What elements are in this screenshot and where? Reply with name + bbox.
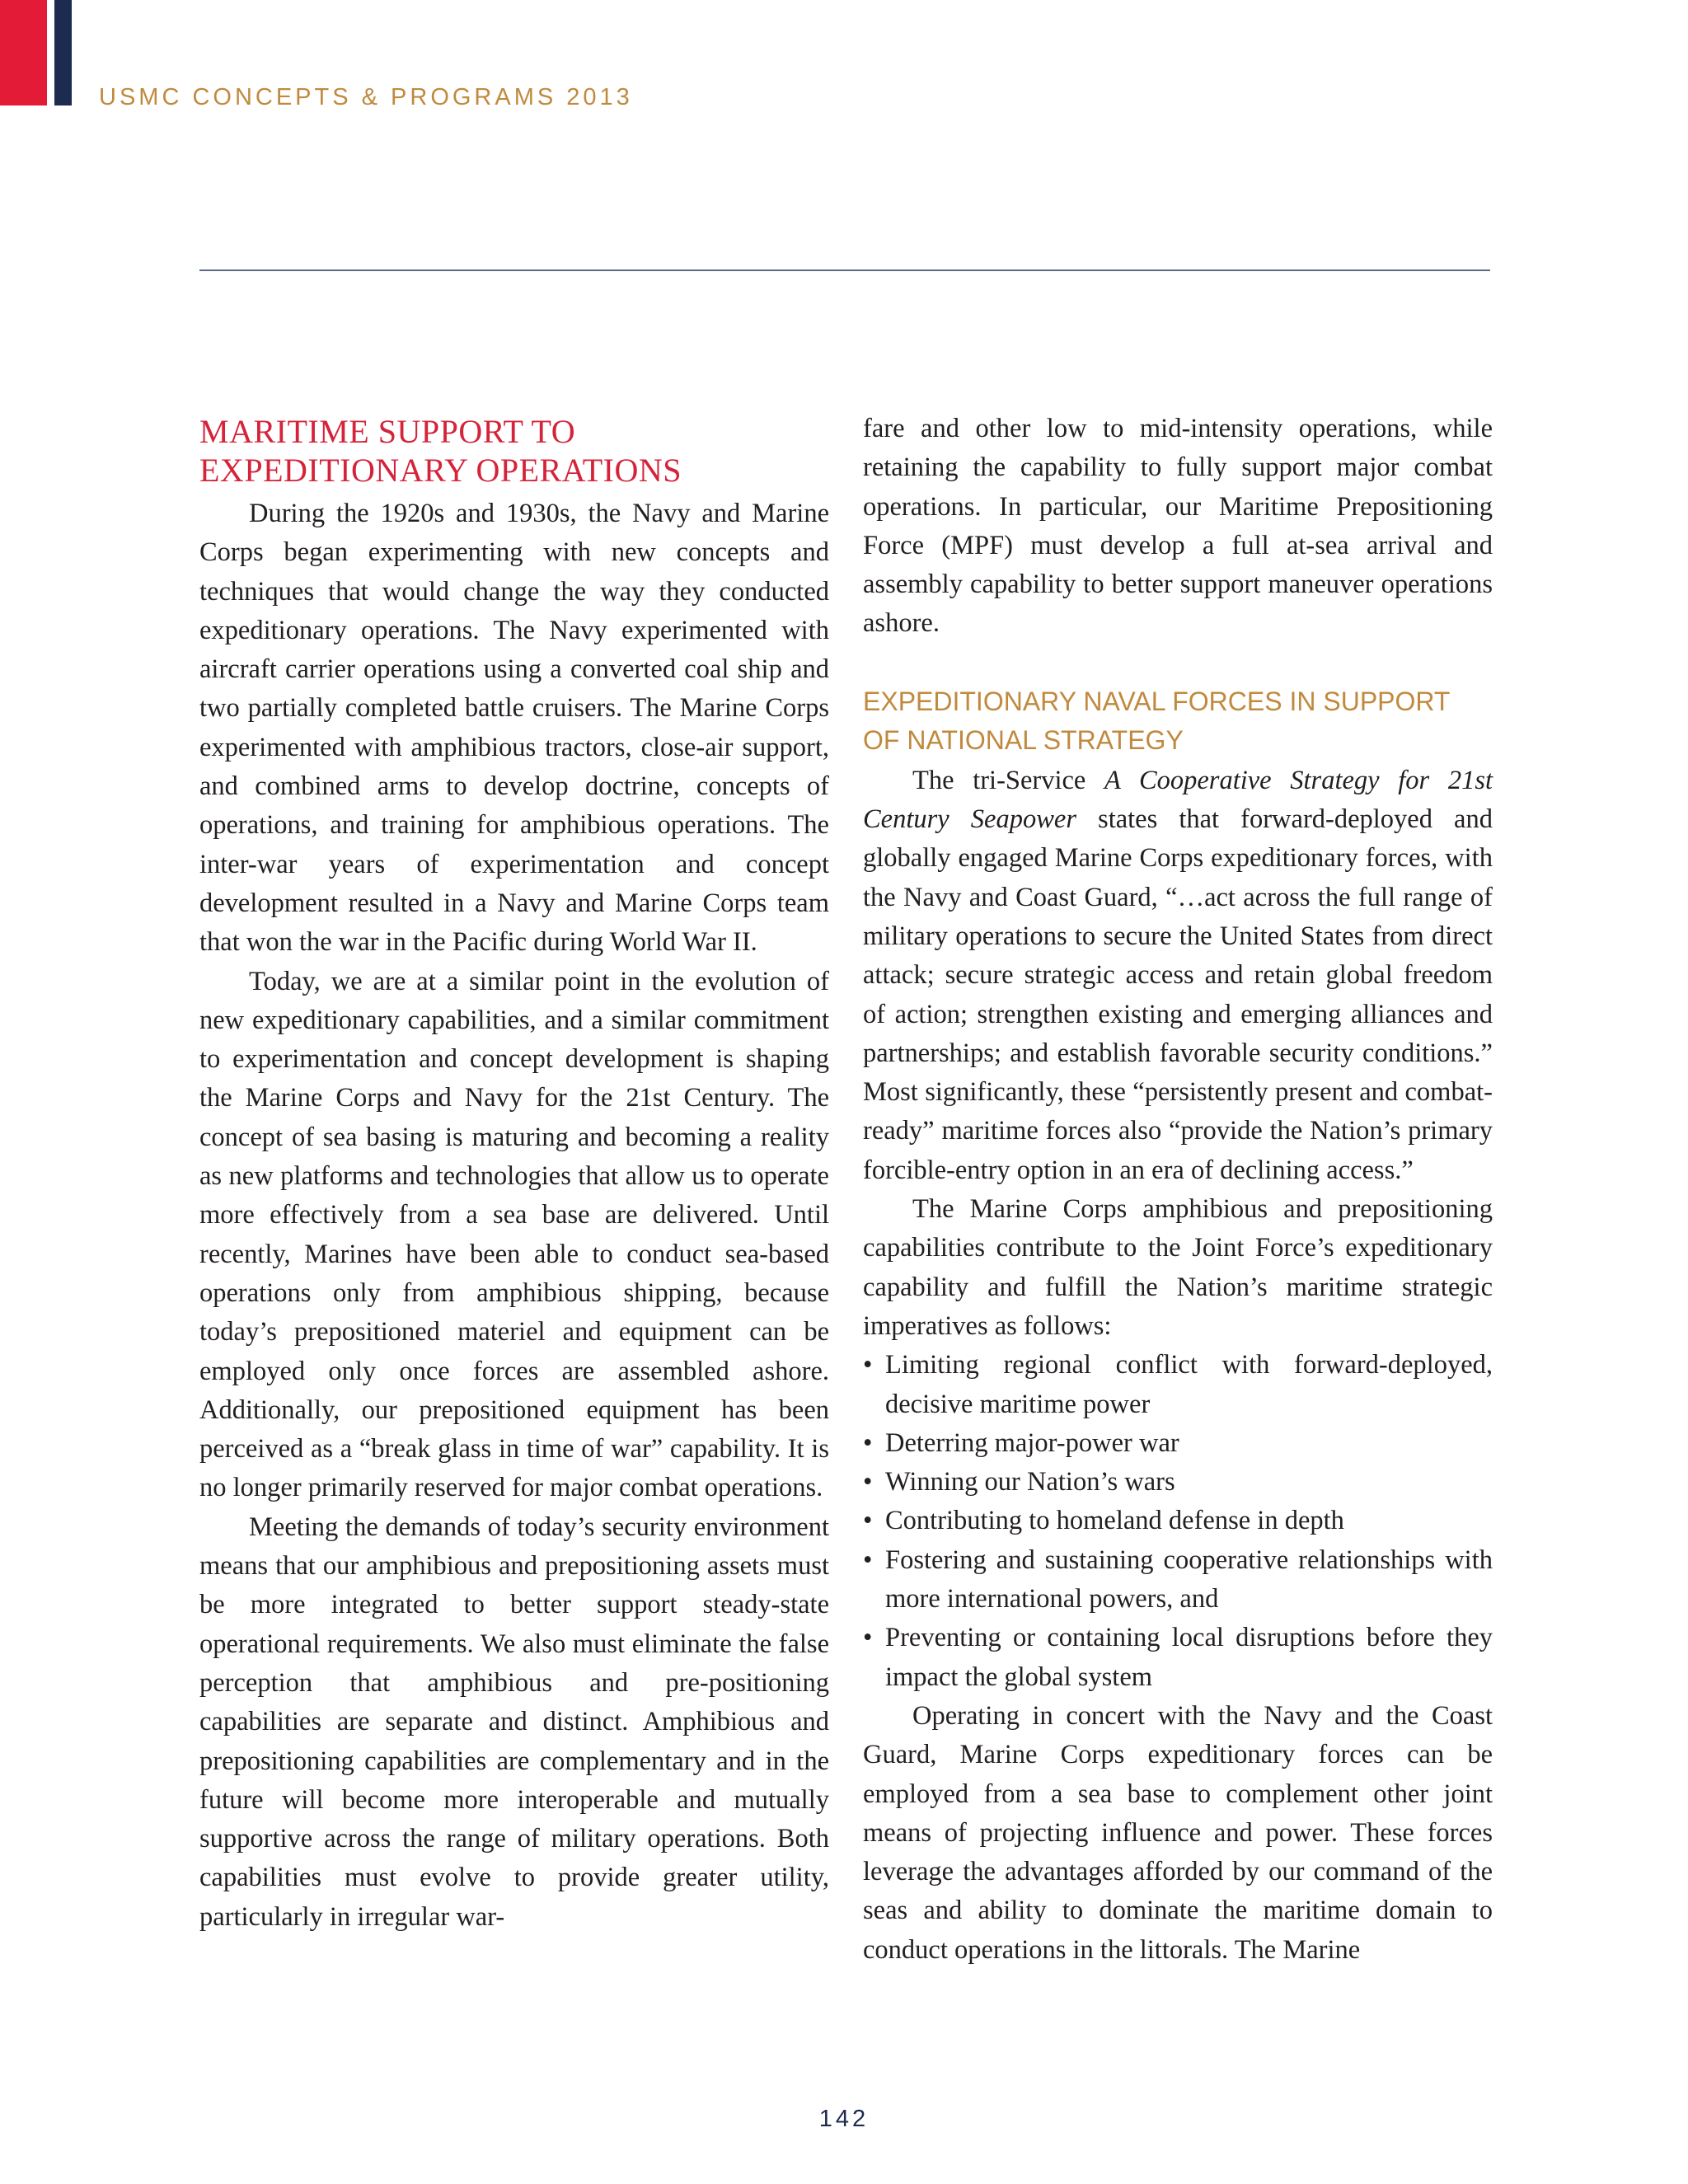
left-column [199,412,829,1937]
list-item [863,1619,1493,1697]
bullet-icon: • [863,1506,873,1536]
paragraph: The Marine Corps amphibious and prepositioning capabilities contribute to the Joint Force’s expeditionary capability and fulfill the Nation’s maritime strategic imperatives as follows: [863,1194,1493,1341]
text-run: states that forward-deployed and globally engaged Marine Corps expeditionary forces, with the Navy and Coast Guard, “…act across the full range of military operations to secure the United States from direct attack; secure strategic access and retain global freedom of action; strengthen existing and emerging alliances and partnerships; and establish favorable security conditions.” Most significantly, these “persistently present and combat-ready” maritime forces also “provide the Nation’s primary forcible-entry option in an era of declining access.” [863,804,1493,1185]
header-rule [199,269,1490,271]
paragraph: Today, we are at a similar point in the evolution of new expeditionary capabilities, and a similar commitment to experimentation and concept development is shaping the Marine Corps and Navy for the 21st Century. The concept of sea basing is maturing and becoming a reality as new platforms and technologies that allow us to operate more effectively from a sea base are delivered. Until recently, Marines have been able to conduct sea-based operations only from amphibious shipping, because today’s prepositioned materiel and equipment can be employed only once forces are assembled ashore. Additionally, our prepositioned equipment has been perceived as a “break glass in time of war” capability. It is no longer primarily reserved for major combat operations. [199,966,829,1503]
list-item [863,1463,1493,1502]
list-item [863,1502,1493,1540]
list-item-text: Limiting regional conflict with forward-deployed, decisive maritime power [885,1350,1493,1419]
paragraph [863,762,1493,1190]
bullet-icon: • [863,1623,873,1653]
text-run: The tri-Service [912,765,1105,795]
paragraph-continued: fare and other low to mid-intensity operations, while retaining the capability to fully support major combat operations. In particular, our Maritime Prepositioning Force (MPF) must develop a full at-sea arrival and assembly capability to better support maneuver operations ashore. [863,414,1493,639]
header-red-tab [0,0,47,105]
section-spacer [863,644,1493,682]
bullet-icon: • [863,1467,873,1497]
imperatives-list [863,1346,1493,1697]
list-item-text: Contributing to homeland defense in depth [885,1506,1344,1536]
header-navy-tab [54,0,72,105]
list-item [863,1541,1493,1619]
list-item-text: Fostering and sustaining cooperative relationships with more international powers, and [885,1544,1493,1615]
section-title-expeditionary-naval-forces [863,682,1493,760]
right-column [863,410,1493,1970]
section-title-maritime-support [199,412,829,490]
page-number: 142 [818,2106,870,2132]
bullet-icon: • [863,1350,873,1380]
list-item [863,1424,1493,1463]
list-item [863,1346,1493,1424]
paragraph: Operating in concert with the Navy and the Coast Guard, Marine Corps expeditionary forces can be employed from a sea base to complement other joint means of projecting influence and power. These forces leverage the advantages afforded by our command of the seas and ability to dominate the maritime domain to conduct operations in the littorals. The Marine [863,1700,1493,1965]
paragraph: Meeting the demands of today’s security environment means that our amphibious and prepositioning assets must be more integrated to better support steady-state operational requirements. We also must eliminate the false perception that amphibious and pre-positioning capabilities are separate and distinct. Amphibious and prepositioning capabilities are complementary and in the future will become more interoperable and mutually supportive across the range of military operations. Both capabilities must evolve to provide greater utility, particularly in irregular war- [199,1511,829,1932]
publication-title: A Cooperative Strategy for 21st Century Seapower [863,765,1493,835]
section-title-line1: MARITIME SUPPORT TO [199,413,576,450]
section-title-line1: EXPEDITIONARY NAVAL FORCES IN SUPPORT [863,686,1451,716]
list-item-text: Preventing or containing local disruptions before they impact the global system [885,1623,1493,1692]
bullet-icon: • [863,1544,873,1575]
bullet-icon: • [863,1427,873,1458]
section-title-line2: EXPEDITIONARY OPERATIONS [199,452,682,489]
running-head: USMC CONCEPTS & PROGRAMS 2013 [99,84,633,110]
list-item-text: Winning our Nation’s wars [885,1467,1175,1497]
section-title-line2: OF NATIONAL STRATEGY [863,724,1184,755]
paragraph: During the 1920s and 1930s, the Navy and Marine Corps began experimenting with new concepts and techniques that would change the way they conducted expeditionary operations. The Navy experimented with aircraft carrier operations using a converted coal ship and two partially completed battle cruisers. The Marine Corps experimented with amphibious tractors, close-air support, and combined arms to develop doctrine, concepts of operations, and training for amphibious operations. The inter-war years of experimentation and concept development resulted in a Navy and Marine Corps team that won the war in the Pacific during World War II. [199,499,829,958]
list-item-text: Deterring major-power war [885,1427,1179,1458]
